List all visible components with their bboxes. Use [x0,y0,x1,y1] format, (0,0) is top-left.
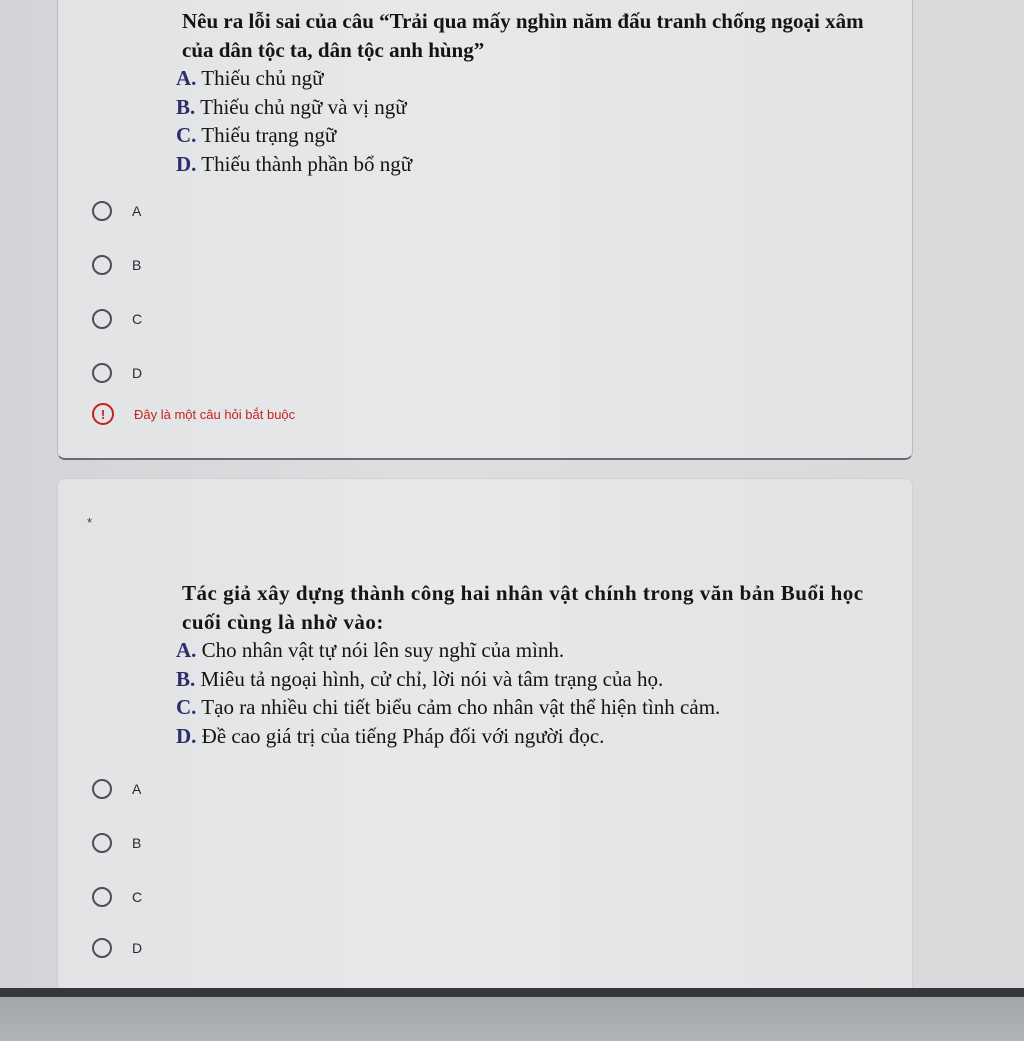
radio-label: C [132,889,143,905]
question-card-1 [57,0,913,460]
option-text: Thiếu trạng ngữ [196,123,337,147]
radio-option-d[interactable] [92,935,142,961]
radio-button[interactable] [92,887,112,907]
radio-button[interactable] [92,309,112,329]
option-letter: B. [176,666,196,691]
option-text: Tạo ra nhiều chi tiết biểu cảm cho nhân vật thể hiện tình cảm. [196,695,721,719]
screen-bottom-edge [0,988,1024,997]
option-letter: D. [176,723,197,748]
radio-option-b[interactable] [92,252,141,278]
radio-option-c[interactable] [92,306,142,332]
radio-label: A [132,203,142,219]
required-warning [92,403,295,425]
radio-button[interactable] [92,938,112,958]
option-text: Thiếu chủ ngữ và vị ngữ [195,94,407,119]
question-image-1 [176,7,882,178]
option-text: Cho nhân vật tự nói lên suy nghĩ của mình. [196,638,565,662]
question-title: Tác giả xây dựng thành công hai nhân vật chính trong văn bản Buổi học cuối cùng là nhờ vào: [182,581,864,634]
radio-button[interactable] [92,779,112,799]
radio-button[interactable] [92,201,112,221]
option-letter: C. [176,695,197,719]
option-letter: D. [176,151,197,176]
question-title: Nêu ra lỗi sai của câu “Trải qua mấy nghìn năm đấu tranh chống ngoại xâm của dân tộc ta, dân tộc anh hùng” [182,9,864,62]
question-option-line [176,665,892,694]
screen-bezel [0,997,1024,1041]
question-image-2 [176,579,892,750]
radio-label: D [132,940,143,956]
radio-option-b[interactable] [92,830,141,856]
question-option-line [176,93,882,122]
radio-option-a[interactable] [92,776,141,802]
option-text: Đề cao giá trị của tiếng Pháp đối với người đọc. [196,723,605,748]
radio-button[interactable] [92,255,112,275]
option-letter: A. [176,66,197,90]
option-letter: C. [176,123,197,147]
question-option-line [176,150,882,179]
radio-label: B [132,835,142,851]
option-letter: B. [176,94,196,119]
warning-circle-icon: ! [92,403,114,425]
required-asterisk: * [87,515,93,530]
required-message: Đây là một câu hỏi bắt buộc [134,406,296,422]
radio-option-a[interactable] [92,198,141,224]
radio-label: C [132,311,143,327]
question-card-2 [57,478,913,998]
question-option-line [176,693,892,722]
radio-option-c[interactable] [92,884,142,910]
option-letter: A. [176,638,197,662]
radio-option-d[interactable] [92,360,142,386]
question-option-line [176,636,892,665]
option-text: Thiếu chủ ngữ [196,66,324,90]
question-option-line [176,722,892,751]
question-option-line [176,64,882,93]
radio-label: B [132,257,142,273]
option-text: Miêu tả ngoại hình, cử chỉ, lời nói và tâm trạng của họ. [195,666,664,691]
option-text: Thiếu thành phần bổ ngữ [196,151,413,176]
radio-label: D [132,365,143,381]
question-option-line [176,121,882,150]
radio-button[interactable] [92,833,112,853]
radio-button[interactable] [92,363,112,383]
radio-label: A [132,781,142,797]
